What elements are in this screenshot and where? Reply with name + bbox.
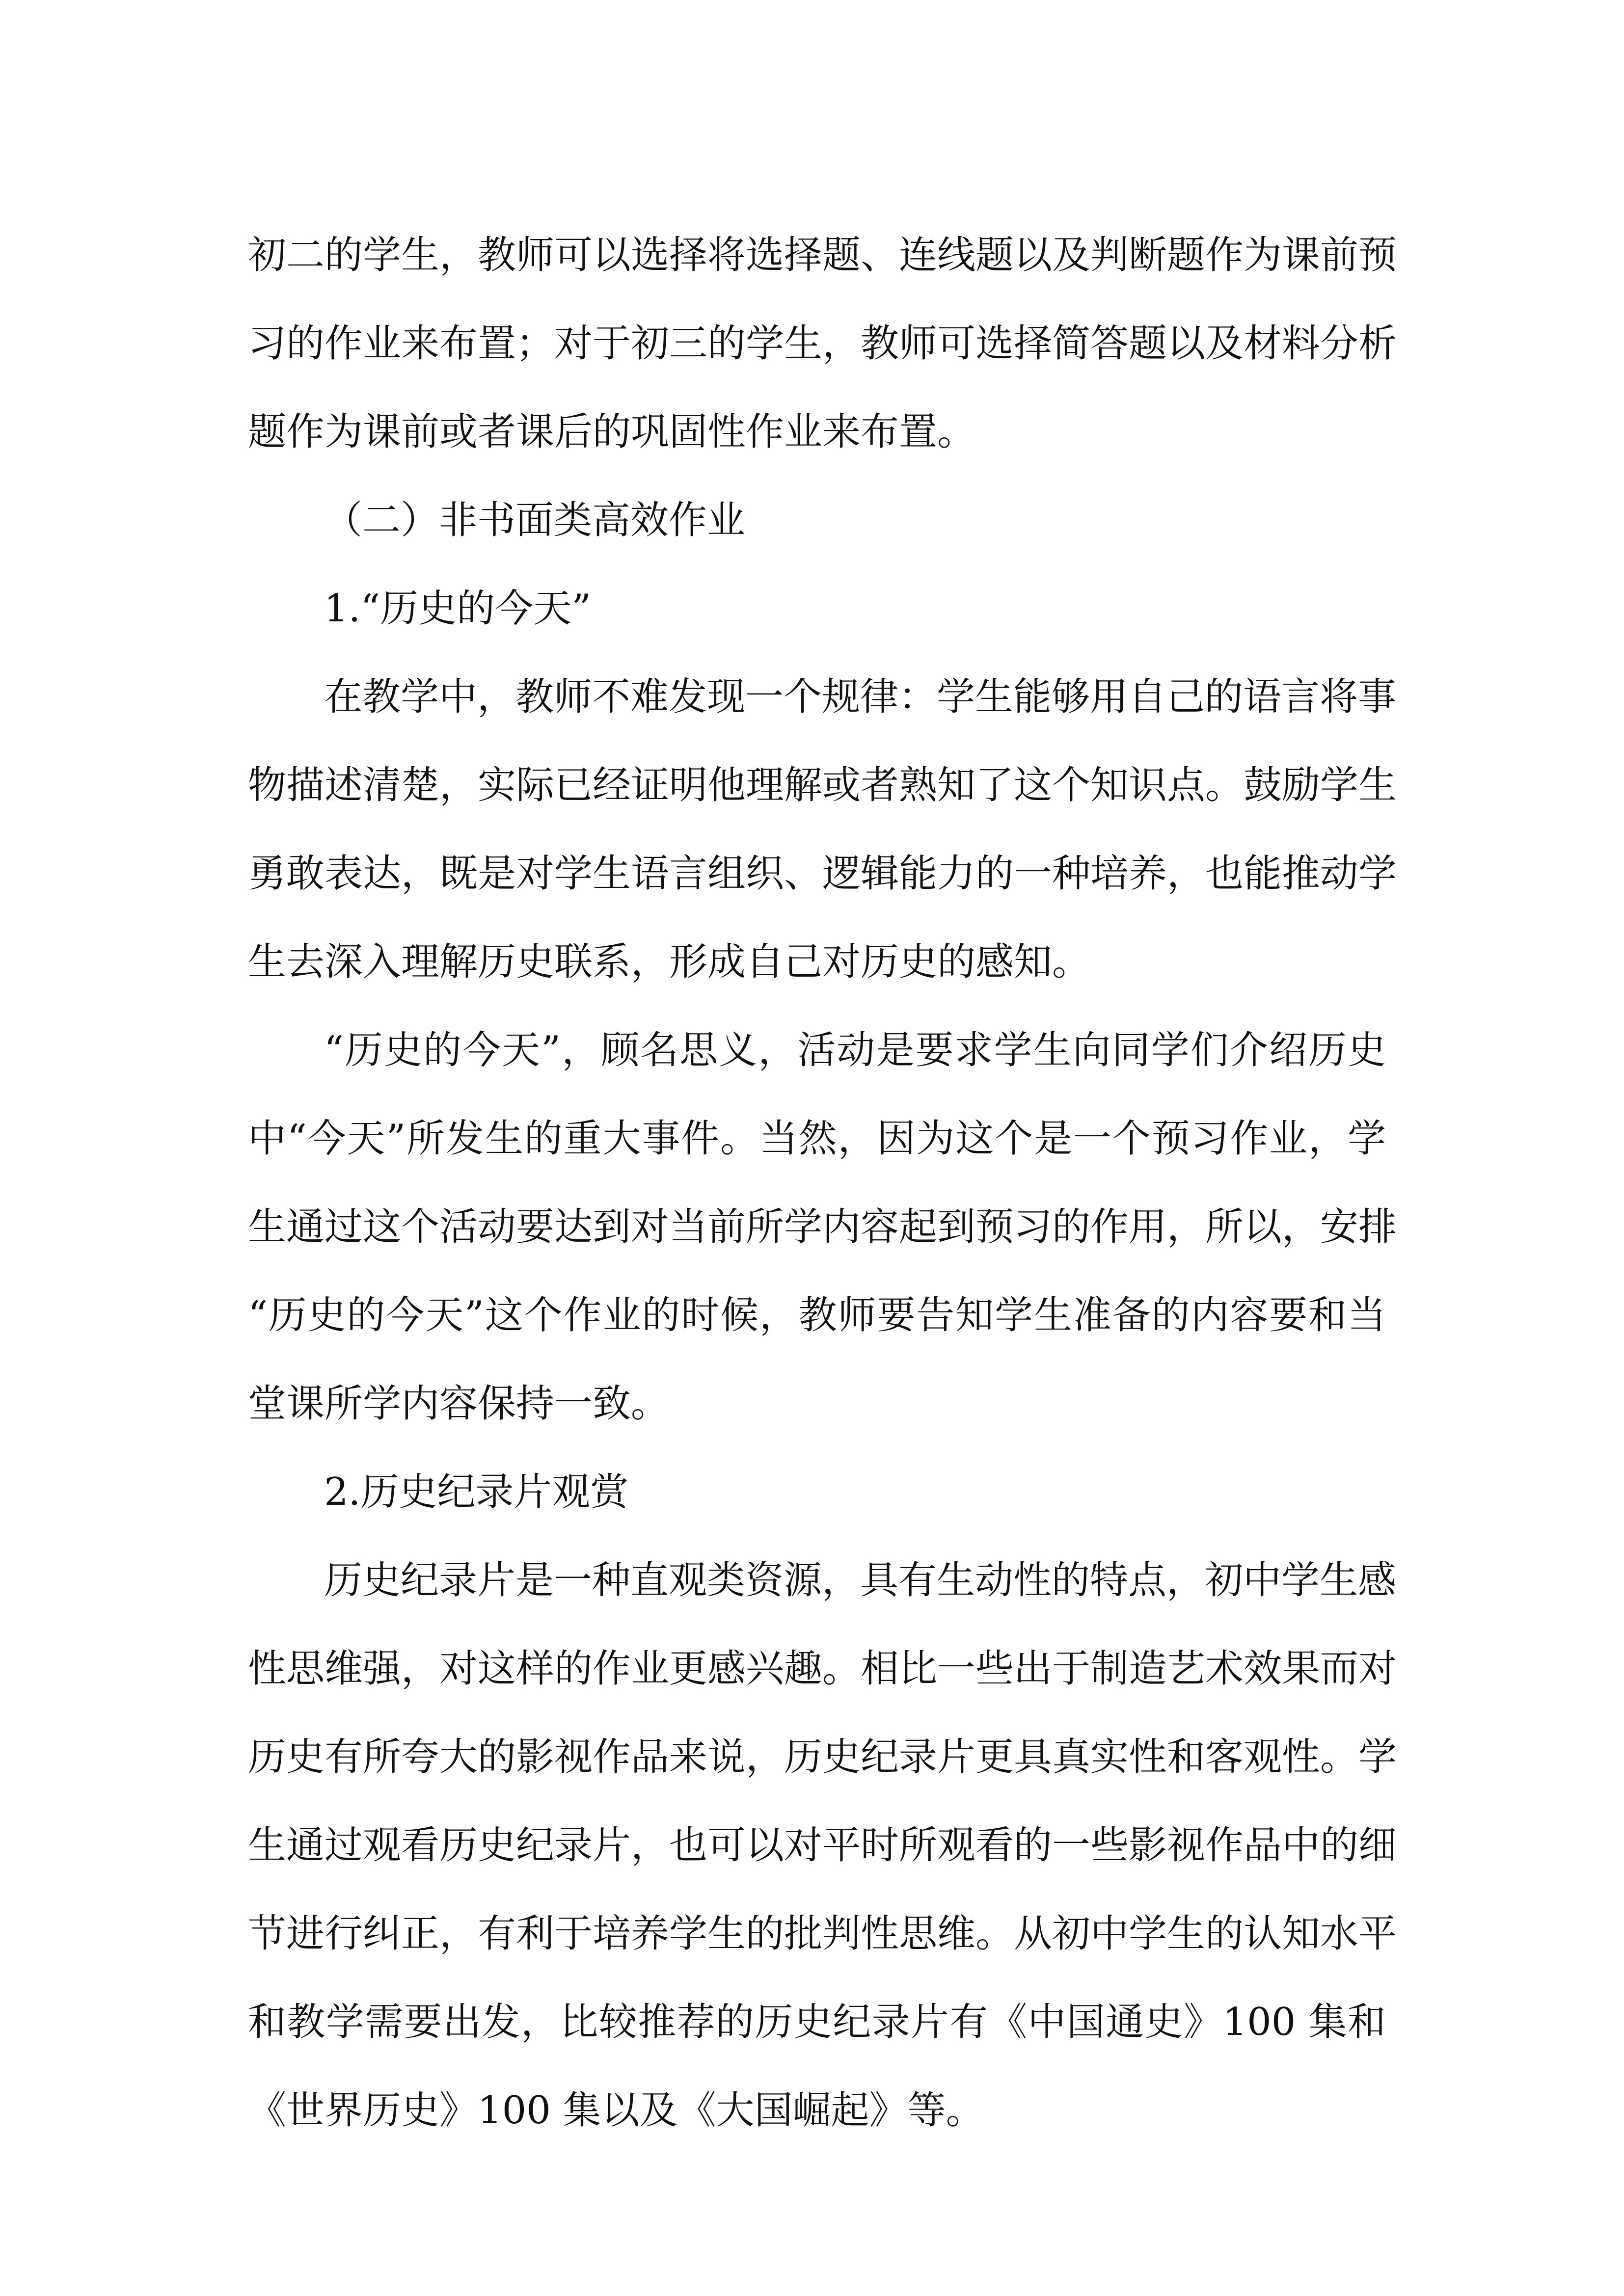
paragraph-line: 和教学需要出发，比较推荐的历史纪录片有《中国通史》100 集和	[248, 2000, 1386, 2044]
paragraph-line: 堂课所学内容保持一致。	[248, 1382, 670, 1426]
paragraph-line: 中“今天”所发生的重大事件。当然，因为这个是一个预习作业，学	[248, 1117, 1386, 1161]
paragraph-line: 在教学中，教师不难发现一个规律：学生能够用自己的语言将事	[324, 675, 1397, 719]
paragraph-homework-types	[248, 211, 1397, 476]
paragraph-line: 物描述清楚，实际已经证明他理解或者熟知了这个知识点。鼓励学生	[248, 763, 1397, 807]
subheading-history-today	[248, 564, 1386, 653]
document-body	[248, 211, 1397, 2155]
paragraph-line: 节进行纠正，有利于培养学生的批判性思维。从初中学生的认知水平	[248, 1912, 1397, 1956]
subheading-documentary	[248, 1448, 1386, 1536]
paragraph-line: 初二的学生，教师可以选择将选择题、连线题以及判断题作为课前预	[248, 233, 1397, 277]
paragraph-line: 《世界历史》100 集以及《大国崛起》等。	[248, 2088, 984, 2133]
paragraph-line: “历史的今天”这个作业的时候，教师要告知学生准备的内容要和当	[248, 1293, 1386, 1337]
paragraph-line: 历史纪录片是一种直观类资源，具有生动性的特点，初中学生感	[324, 1558, 1397, 1602]
paragraph-line: 性思维强，对这样的作业更感兴趣。相比一些出于制造艺术效果而对	[248, 1647, 1397, 1691]
subheading-line: 2.历史纪录片观赏	[324, 1470, 629, 1514]
paragraph-history-today-activity	[248, 1006, 1397, 1448]
paragraph-line: 历史有所夸大的影视作品来说，历史纪录片更具真实性和客观性。学	[248, 1735, 1397, 1779]
paragraph-line: 题作为课前或者课后的巩固性作业来布置。	[248, 410, 976, 454]
subheading-line: 1.“历史的今天”	[324, 587, 592, 631]
paragraph-line: “历史的今天”，顾名思义，活动是要求学生向同学们介绍历史	[324, 1028, 1386, 1072]
paragraph-line: 生通过观看历史纪录片，也可以对平时所观看的一些影视作品中的细	[248, 1823, 1397, 1868]
paragraph-expression	[248, 653, 1397, 1006]
paragraph-line: 生通过这个活动要达到对当前所学内容起到预习的作用，所以，安排	[248, 1205, 1397, 1249]
paragraph-line: 勇敢表达，既是对学生语言组织、逻辑能力的一种培养，也能推动学	[248, 852, 1397, 896]
paragraph-documentary	[248, 1536, 1397, 2155]
paragraph-line: 习的作业来布置；对于初三的学生，教师可选择简答题以及材料分析	[248, 321, 1397, 366]
section-heading	[248, 476, 1386, 564]
heading-line: （二）非书面类高效作业	[324, 498, 746, 542]
paragraph-line: 生去深入理解历史联系，形成自己对历史的感知。	[248, 940, 1091, 984]
